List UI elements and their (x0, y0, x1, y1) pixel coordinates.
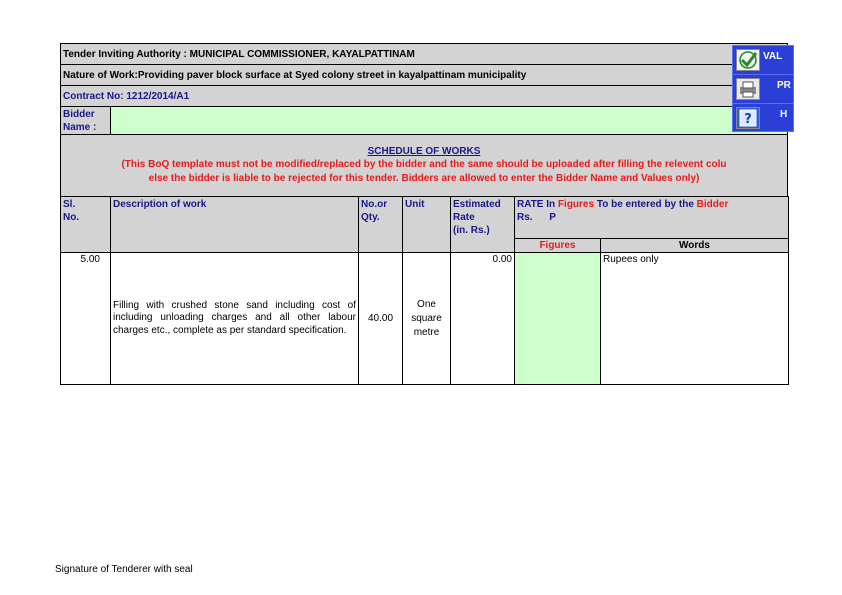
col-header-description: Description of work (111, 197, 359, 253)
boq-table (60, 196, 789, 385)
row-figures-input[interactable] (515, 253, 601, 385)
signature-line: Signature of Tenderer with seal (55, 564, 193, 575)
bidder-name-input[interactable] (111, 107, 787, 134)
row-sl-no: 5.00 (61, 253, 111, 385)
row-quantity: 40.00 (359, 253, 403, 385)
nature-of-work-row: Nature of Work:Providing paver block surface at Syed colony street in kayalpattinam municipality (60, 64, 788, 85)
col-header-unit: Unit (403, 197, 451, 253)
table-row (61, 253, 789, 385)
col-header-figures: Figures (515, 239, 601, 253)
checkmark-icon (736, 49, 760, 71)
contract-number-row: Contract No: 1212/2014/A1 (60, 85, 788, 106)
boq-sheet (60, 43, 788, 385)
row-estimated-rate: 0.00 (451, 253, 515, 385)
row-description: Filling with crushed stone sand including cost of including unloading charges and all other labour charges etc., complete as per standard specification. (111, 253, 359, 385)
col-header-sl-no: Sl. No. (61, 197, 111, 253)
printer-icon (736, 78, 760, 100)
bidder-name-label: Bidder Name : (61, 107, 111, 134)
schedule-title: SCHEDULE OF WORKS (367, 146, 481, 157)
col-header-words: Words (601, 239, 789, 253)
col-header-quantity: No.or Qty. (359, 197, 403, 253)
col-header-rate: RATE In Figures To be entered by the Bidder Rs. P (515, 197, 789, 239)
help-book-icon (736, 107, 760, 129)
authority-row: Tender Inviting Authority : MUNICIPAL COMMISSIONER, KAYALPATTINAM (60, 43, 788, 64)
col-header-estimated-rate: Estimated Rate (in. Rs.) (451, 197, 515, 253)
svg-text:?: ? (744, 112, 752, 127)
help-button[interactable]: ? H (732, 103, 794, 132)
print-button[interactable]: PR (732, 74, 794, 104)
schedule-banner (60, 134, 788, 196)
bidder-name-row (60, 106, 788, 134)
validate-button[interactable]: VAL (732, 45, 794, 75)
row-amount-words: Rupees only (601, 253, 789, 385)
row-unit: One square metre (403, 253, 451, 385)
schedule-note-line-1: (This BoQ template must not be modified/replaced by the bidder and the same should be uploaded after filling the relevent colu (121, 159, 727, 170)
schedule-note-line-2: else the bidder is liable to be rejected for this tender. Bidders are allowed to enter the Bidder Name and Values only) (148, 173, 700, 184)
